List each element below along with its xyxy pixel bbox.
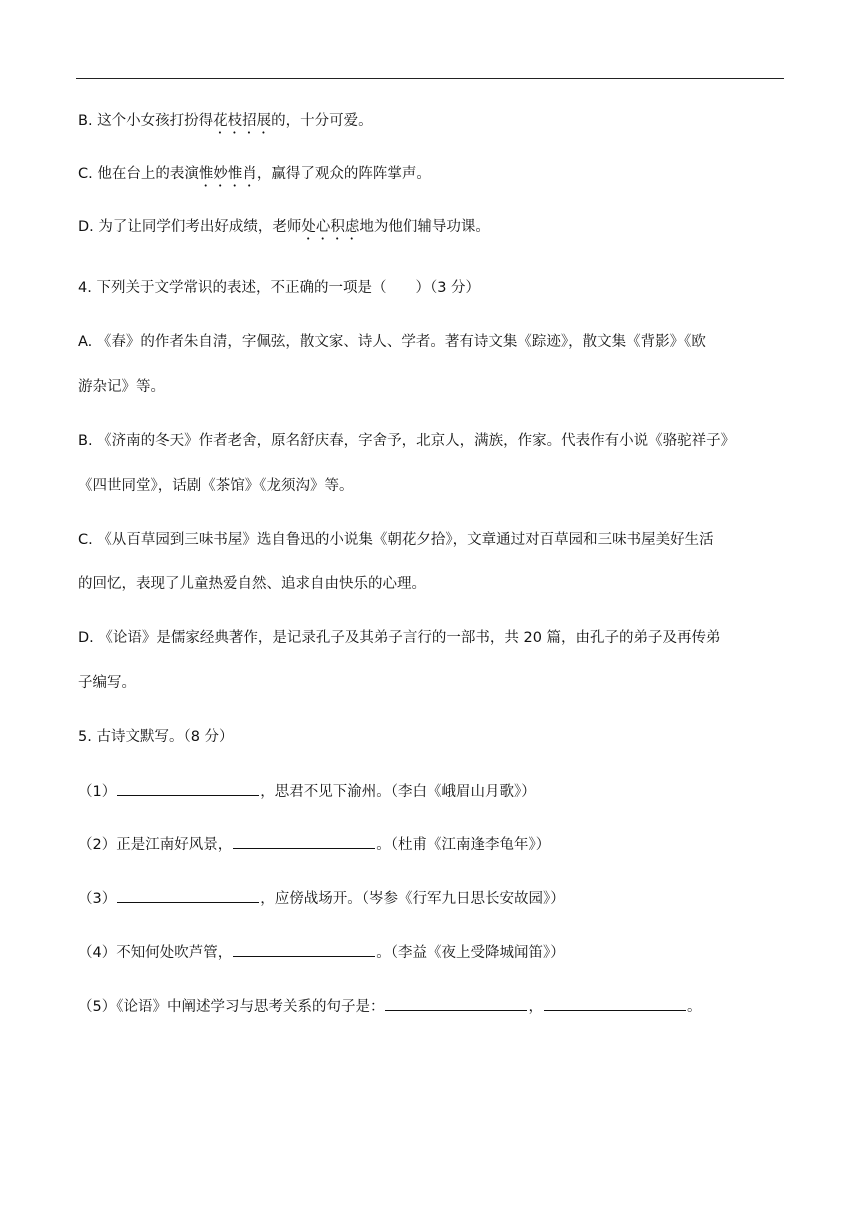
q3-option-c bbox=[78, 164, 788, 190]
q5-item-1-post: ，思君不见下渝州。（李白《峨眉山月歌》） bbox=[260, 784, 536, 800]
q4-question: 4. 下列关于文学常识的表述，不正确的一项是（ ）（3 分） bbox=[78, 280, 481, 296]
q5-item-1 bbox=[78, 781, 788, 802]
q3-option-d bbox=[78, 217, 788, 243]
q5-item-2-post: 。（杜甫《江南逢李龟年》） bbox=[376, 837, 551, 853]
q5-item-3-post: ，应傍战场开。（岑参《行军九日思长安故园》） bbox=[260, 891, 565, 907]
q3-option-b-post: 的，十分可爱。 bbox=[271, 113, 373, 129]
q5-item-1-pre: （1） bbox=[78, 784, 117, 800]
q5-item-3 bbox=[78, 888, 788, 909]
q3-option-b bbox=[78, 111, 788, 137]
q3-option-c-dotted: 惟妙惟肖 bbox=[198, 166, 257, 182]
answer-blank[interactable] bbox=[233, 834, 375, 849]
header-rule bbox=[76, 78, 784, 79]
q5-item-5-post: 。 bbox=[686, 999, 702, 1015]
q5-item-4 bbox=[78, 942, 788, 963]
q5-item-2 bbox=[78, 834, 788, 855]
answer-blank[interactable] bbox=[233, 942, 375, 957]
q4-option-b-line1: B. 《济南的冬天》作者老舍，原名舒庆春，字舍予，北京人，满族，作家。代表作有小说《骆驼祥子》 bbox=[78, 433, 736, 449]
q4-option-c-line2: 的回忆，表现了儿童热爱自然、追求自由快乐的心理。 bbox=[78, 576, 426, 592]
q3-option-c-post: ，赢得了观众的阵阵掌声。 bbox=[256, 166, 431, 182]
q5-item-5 bbox=[78, 996, 788, 1017]
q5-item-4-post: 。（李益《夜上受降城闻笛》） bbox=[376, 945, 565, 961]
q3-option-d-pre: D. 为了让同学们考出好成绩，老师 bbox=[78, 219, 302, 235]
answer-blank[interactable] bbox=[385, 996, 527, 1011]
q3-option-b-dotted: 花枝招展 bbox=[213, 113, 272, 129]
q3-option-d-post: 地为他们辅导功课。 bbox=[359, 219, 490, 235]
answer-blank[interactable] bbox=[117, 781, 259, 796]
q5-item-3-pre: （3） bbox=[78, 891, 117, 907]
q4-option-b-line2: 《四世同堂》，话剧《茶馆》《龙须沟》等。 bbox=[78, 478, 354, 494]
answer-blank[interactable] bbox=[117, 888, 259, 903]
q5-item-4-pre: （4）不知何处吹芦管， bbox=[78, 945, 233, 961]
q3-option-d-dotted: 处心积虑 bbox=[301, 219, 360, 235]
q3-option-b-pre: B. 这个小女孩打扮得 bbox=[78, 113, 214, 129]
q3-option-c-pre: C. 他在台上的表演 bbox=[78, 166, 199, 182]
q5-item-5-mid: ， bbox=[528, 999, 543, 1015]
answer-blank[interactable] bbox=[544, 996, 686, 1011]
q5-item-2-pre: （2）正是江南好风景， bbox=[78, 837, 233, 853]
q4-option-c-line1: C. 《从百草园到三味书屋》选自鲁迅的小说集《朝花夕拾》，文章通过对百草园和三味书屋美好生活 bbox=[78, 532, 714, 548]
q5-question: 5. 古诗文默写。（8 分） bbox=[78, 729, 234, 745]
q4-option-a-line2: 游杂记》等。 bbox=[78, 379, 165, 395]
q4-option-d-line1: D. 《论语》是儒家经典著作，是记录孔子及其弟子言行的一部书，共 20 篇，由孔子的弟子及再传弟 bbox=[78, 630, 721, 646]
q4-option-d-line2: 子编写。 bbox=[78, 675, 136, 691]
q5-item-5-pre: （5）《论语》中阐述学习与思考关系的句子是： bbox=[78, 999, 385, 1015]
q4-option-a-line1: A. 《春》的作者朱自清，字佩弦，散文家、诗人、学者。著有诗文集《踪迹》，散文集《背影》《欧 bbox=[78, 334, 706, 350]
